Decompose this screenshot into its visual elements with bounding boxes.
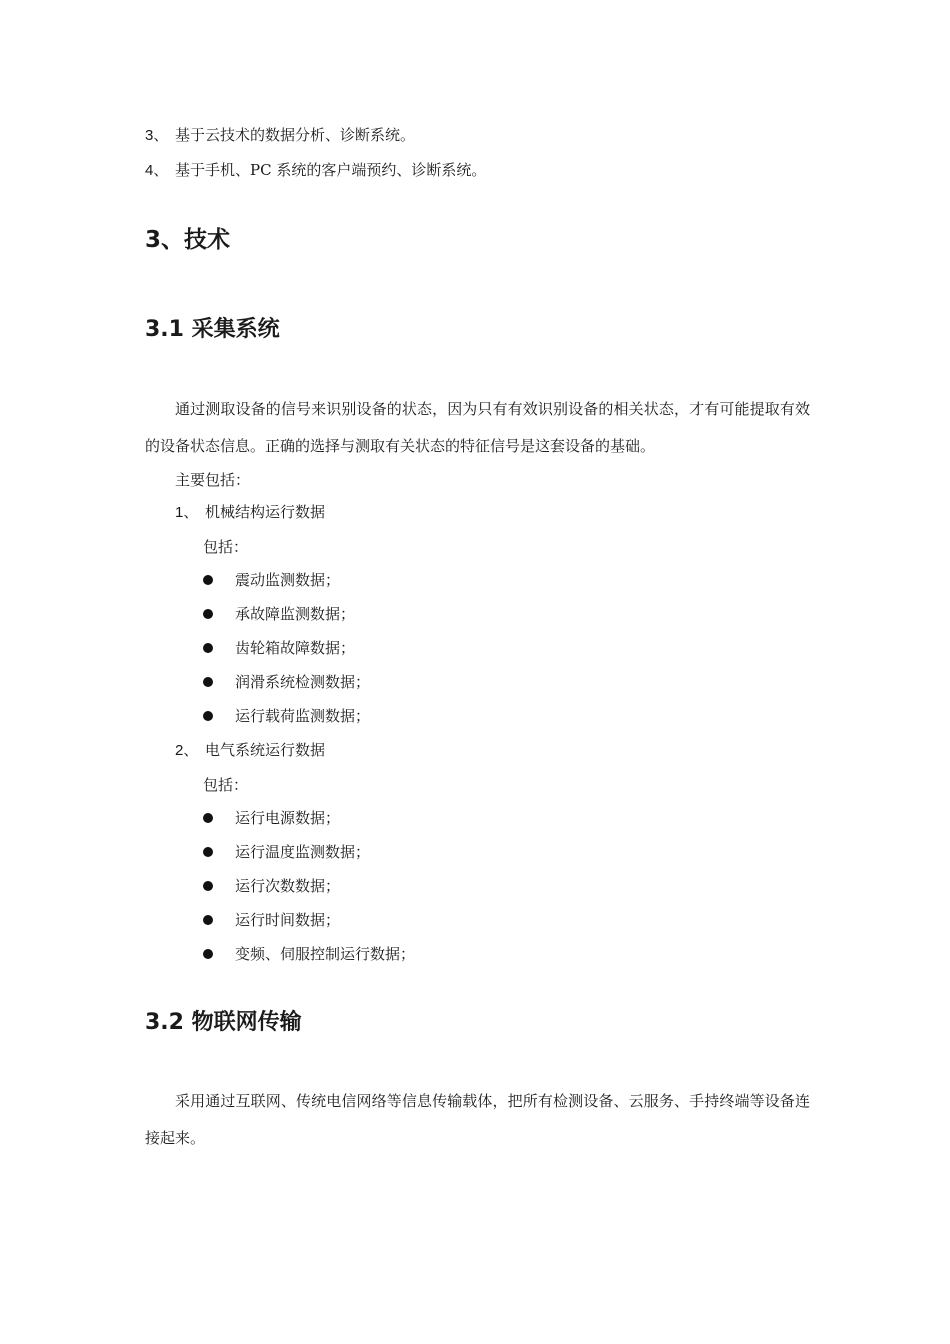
group-2-title bbox=[175, 739, 325, 762]
bullet-item: 变频、伺服控制运行数据； bbox=[235, 945, 416, 963]
bullet-icon bbox=[203, 677, 213, 687]
bullet-item: 运行载荷监测数据； bbox=[235, 707, 371, 725]
list-text: 机械结构运行数据 bbox=[205, 503, 326, 521]
main-includes-label: 主要包括： bbox=[175, 471, 251, 489]
intro-list-item bbox=[145, 159, 486, 182]
list-number: 2、 bbox=[175, 742, 199, 759]
bullet-icon bbox=[203, 915, 213, 925]
section-heading-3-2: 3.2 物联网传输 bbox=[145, 1010, 302, 1035]
group-2-includes-label: 包括： bbox=[203, 776, 249, 794]
bullet-item: 齿轮箱故障数据； bbox=[235, 639, 356, 657]
bullet-item: 运行次数数据； bbox=[235, 877, 341, 895]
bullet-icon bbox=[203, 575, 213, 585]
list-text: 基于云技术的数据分析、诊断系统。 bbox=[175, 126, 416, 144]
intro-list-item bbox=[145, 124, 415, 147]
bullet-icon bbox=[203, 711, 213, 721]
section-heading-3-1: 3.1 采集系统 bbox=[145, 317, 280, 342]
bullet-icon bbox=[203, 949, 213, 959]
bullet-icon bbox=[203, 609, 213, 619]
bullet-item: 震动监测数据； bbox=[235, 571, 341, 589]
list-number: 4、 bbox=[145, 162, 169, 179]
bullet-item: 润滑系统检测数据； bbox=[235, 673, 371, 691]
section-3-1-paragraph: 通过测取设备的信号来识别设备的状态，因为只有有效识别设备的相关状态，才有可能提取有效的设备状态信息。正确的选择与测取有关状态的特征信号是这套设备的基础。 bbox=[145, 400, 810, 455]
list-text: 电气系统运行数据 bbox=[205, 741, 326, 759]
list-text: 基于手机、PC 系统的客户端预约、诊断系统。 bbox=[175, 161, 487, 179]
bullet-item: 运行时间数据； bbox=[235, 911, 341, 929]
list-number: 3、 bbox=[145, 127, 169, 144]
bullet-icon bbox=[203, 881, 213, 891]
list-number: 1、 bbox=[175, 504, 199, 521]
group-1-includes-label: 包括： bbox=[203, 538, 249, 556]
bullet-icon bbox=[203, 847, 213, 857]
group-1-title bbox=[175, 501, 325, 524]
bullet-item: 承故障监测数据； bbox=[235, 605, 356, 623]
bullet-item: 运行温度监测数据； bbox=[235, 843, 371, 861]
bullet-item: 运行电源数据； bbox=[235, 809, 341, 827]
bullet-icon bbox=[203, 643, 213, 653]
section-3-2-paragraph: 采用通过互联网、传统电信网络等信息传输载体，把所有检测设备、云服务、手持终端等设备连接起来。 bbox=[145, 1092, 810, 1147]
section-heading-3: 3、技术 bbox=[145, 227, 231, 253]
bullet-icon bbox=[203, 813, 213, 823]
